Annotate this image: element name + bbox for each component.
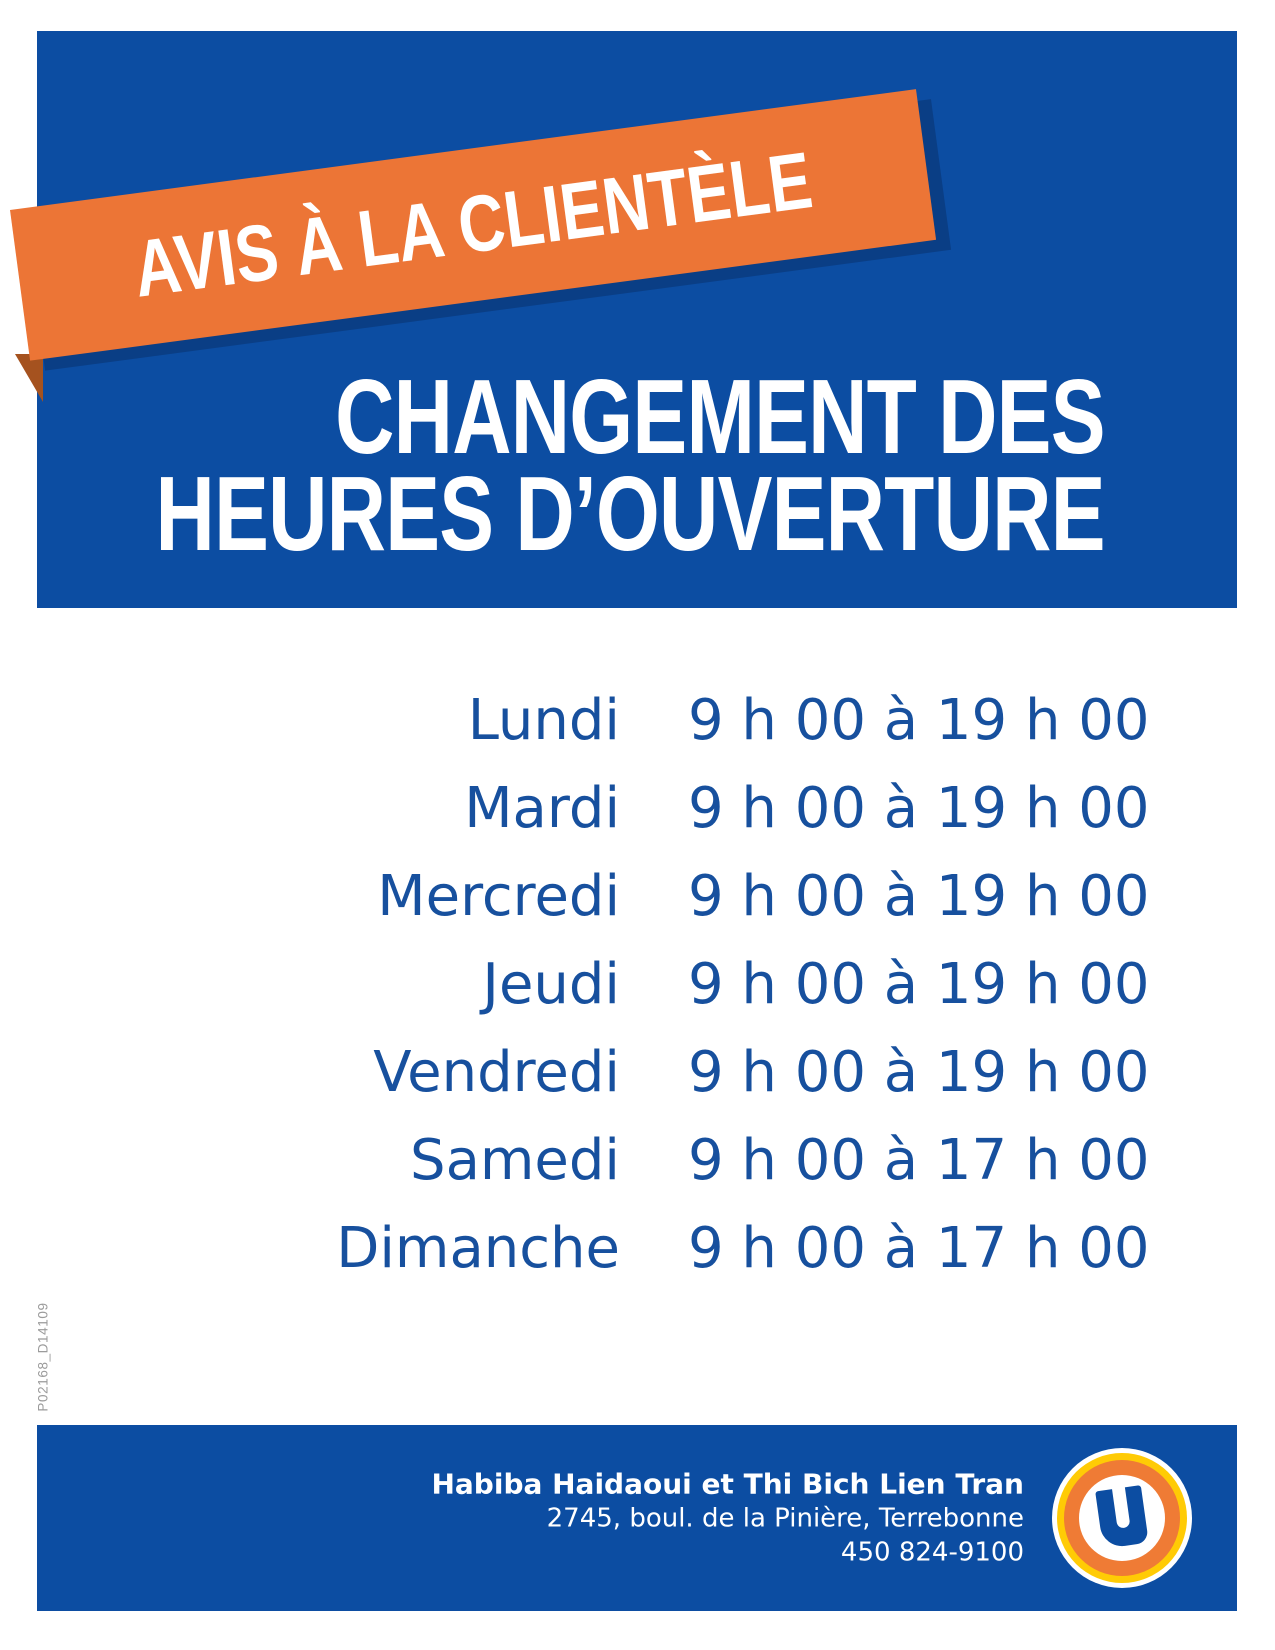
schedule-hours: 9 h 00 à 19 h 00 xyxy=(688,775,1150,841)
schedule-day: Mardi xyxy=(464,775,620,841)
schedule-hours: 9 h 00 à 19 h 00 xyxy=(688,863,1150,929)
schedule-hours: 9 h 00 à 19 h 00 xyxy=(688,951,1150,1017)
schedule-hours: 9 h 00 à 19 h 00 xyxy=(688,687,1150,753)
schedule-hours: 9 h 00 à 17 h 00 xyxy=(688,1127,1150,1193)
store-phone: 450 824-9100 xyxy=(840,1537,1024,1568)
opening-hours-table xyxy=(180,676,1150,1292)
schedule-day: Lundi xyxy=(467,687,620,753)
notice-title xyxy=(37,358,1105,573)
schedule-hours: 9 h 00 à 19 h 00 xyxy=(688,1039,1150,1105)
print-code: P02168_D14109 xyxy=(35,1302,51,1412)
logo-letter-u-icon xyxy=(1095,1485,1149,1549)
ribbon-fold xyxy=(15,354,43,402)
footer-bar xyxy=(37,1425,1237,1611)
logo-orange-ring xyxy=(1064,1460,1180,1576)
schedule-day: Dimanche xyxy=(336,1215,620,1281)
store-owners: Habiba Haidaoui et Thi Bich Lien Tran xyxy=(431,1467,1024,1501)
schedule-day: Jeudi xyxy=(482,951,620,1017)
schedule-day: Samedi xyxy=(410,1127,620,1193)
store-info xyxy=(431,1467,1024,1570)
schedule-hours: 9 h 00 à 17 h 00 xyxy=(688,1215,1150,1281)
store-address: 2745, boul. de la Pinière, Terrebonne xyxy=(546,1503,1024,1534)
title-line-2: HEURES D’OUVERTURE xyxy=(155,455,1105,573)
logo-inner-circle xyxy=(1079,1475,1165,1561)
logo-yellow-ring xyxy=(1057,1453,1187,1583)
schedule-day: Mercredi xyxy=(377,863,620,929)
schedule-day: Vendredi xyxy=(373,1039,620,1105)
store-logo xyxy=(1052,1448,1192,1588)
ribbon-label: AVIS À LA CLIENTÈLE xyxy=(128,135,818,314)
title-line-1: CHANGEMENT DES xyxy=(335,358,1105,476)
